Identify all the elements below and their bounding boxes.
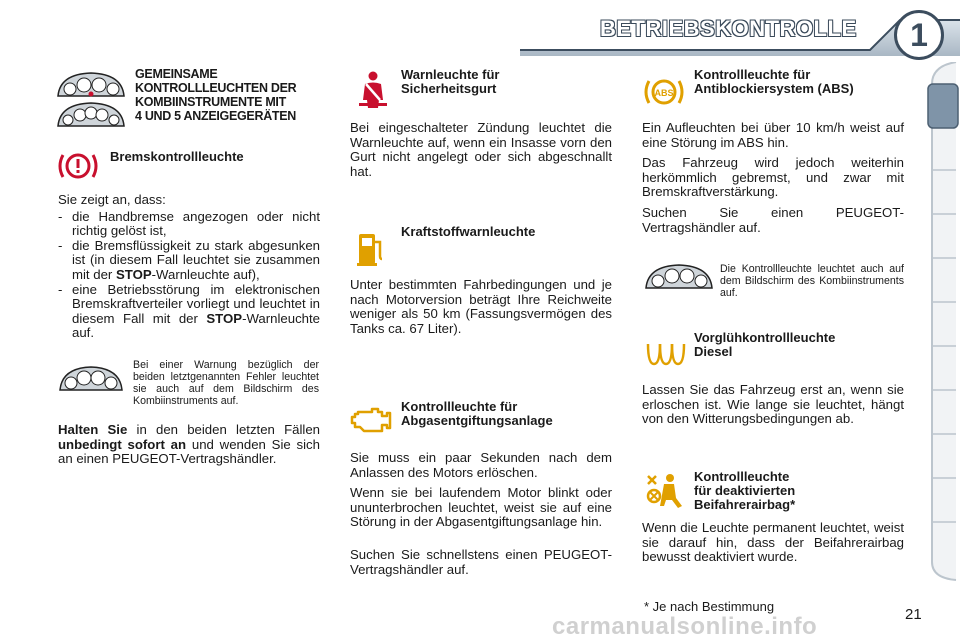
instrument-cluster-5-icon: [56, 100, 126, 130]
brake-heading: Bremskontrollleuchte: [110, 149, 244, 164]
cluster-heading: [135, 67, 325, 123]
emission-text-3: Suchen Sie schnellstens einen PEUGEOT-Vertragshändler auf.: [350, 546, 612, 577]
brake-item-1: die Handbremse angezogen oder nicht richtig gelöst ist,: [72, 208, 320, 239]
brake-item-2-text: die Bremsflüssigkeit zu stark abgesunken ist (in diesem Fall leuchtet sie zusammen mit der: [72, 237, 320, 282]
list-dash: -: [58, 208, 63, 224]
watermark: carmanualsonline.info: [552, 613, 818, 640]
action-bold: unbedingt sofort an: [58, 436, 187, 452]
emission-text-2: Wenn sie bei laufendem Motor blinkt oder ununterbrochen leuchtet, weist sie auf eine Störung in der Abgasentgiftungsanlage hin.: [350, 485, 612, 530]
airbag-text: Wenn die Leuchte permanent leuchtet, weist sie darauf hin, dass der Beifahrerairbag bewusst deaktiviert wurde.: [642, 520, 904, 565]
brake-note: Bei einer Warnung bezüglich der beiden letztgenannten Fehler leuchtet sie auch auf dem Bildschirm des Kombiinstruments auf.: [133, 359, 319, 407]
abs-note: Die Kontrollleuchte leuchtet auch auf dem Bildschirm des Kombiinstruments auf.: [720, 263, 904, 299]
chapter-badge: [894, 10, 944, 60]
emission-section: [350, 451, 612, 577]
airbag-heading-line: Kontrollleuchte: [694, 469, 790, 484]
footnote: * Je nach Bestimmung: [644, 599, 775, 614]
list-item: [58, 210, 320, 239]
cluster-heading-line: 4 UND 5 ANZEIGEGERÄTEN: [135, 109, 297, 123]
emission-heading: [401, 400, 601, 428]
chapter-number: 1: [910, 17, 928, 53]
instrument-cluster-icon: [644, 262, 714, 292]
brake-item-2-end: -Warnleuchte auf),: [151, 266, 260, 282]
instrument-cluster-4-icon: [56, 70, 126, 100]
action-text: und wenden Sie sich an einen PEUGEOT-Vertragshändler.: [58, 436, 320, 467]
airbag-off-icon: [644, 472, 688, 512]
fuel-heading: Kraftstoffwarnleuchte: [401, 224, 536, 239]
glow-heading-line: Diesel: [694, 344, 733, 359]
instrument-cluster-icon: [58, 364, 124, 394]
preheating-coil-icon: [644, 340, 688, 370]
list-dash: -: [58, 237, 63, 253]
brake-item-3-text: eine Betriebsstörung im elektronischen Bremskraftverteiler vorliegt und leuchtet in diesem Fall mit der: [72, 281, 320, 326]
list-item: [58, 239, 320, 283]
abs-text-1: Ein Aufleuchten bei über 10 km/h weist auf eine Störung im ABS hin.: [642, 120, 904, 150]
abs-heading-line: Kontrollleuchte für: [694, 67, 811, 82]
abs-text-2: Das Fahrzeug wird jedoch weiterhin herkömmlich gebremst, und zwar mit Bremskraftverstärkung.: [642, 155, 904, 200]
fuel-pump-icon: [356, 228, 386, 268]
brake-action: [58, 423, 320, 467]
cluster-heading-line: KOMBIINSTRUMENTE MIT: [135, 95, 286, 109]
action-bold: Halten Sie: [58, 422, 128, 437]
brake-warning-icon: [56, 148, 100, 184]
brake-intro: Sie zeigt an, dass:: [58, 192, 166, 207]
abs-text-3: Suchen Sie einen PEUGEOT-Vertragshändler auf.: [642, 204, 904, 235]
svg-text:ABS: ABS: [654, 88, 674, 98]
brake-item-3-end: -Warnleuchte auf.: [72, 310, 320, 341]
stop-label: STOP: [115, 266, 152, 282]
seatbelt-warning-icon: [356, 70, 390, 110]
list-item: [58, 283, 320, 341]
airbag-heading-line: für deaktivierten: [694, 483, 796, 498]
action-text: in den beiden letzten Fällen: [127, 422, 320, 437]
glow-text: Lassen Sie das Fahrzeug erst an, wenn sie erloschen ist. Wie lange sie leuchtet, hängt von den Witterungsbedingungen ab.: [642, 382, 904, 427]
glow-heading-line: Vorglühkontrollleuchte: [694, 330, 836, 345]
emission-heading-line: Kontrollleuchte für: [401, 399, 518, 414]
abs-section: [642, 121, 904, 235]
list-dash: -: [58, 281, 63, 297]
emission-text-1: Sie muss ein paar Sekunden nach dem Anlassen des Motors erlöschen.: [350, 450, 612, 480]
cluster-heading-line: KONTROLLLEUCHTEN DER: [135, 81, 297, 95]
abs-heading: [694, 68, 914, 96]
abs-heading-line: Antiblockiersystem (ABS): [694, 81, 854, 96]
seatbelt-heading: [401, 68, 601, 96]
seatbelt-heading-line: Warnleuchte für: [401, 67, 500, 82]
fuel-text: Unter bestimmten Fahrbedingungen und je nach Motorversion beträgt Ihre Reichweite weniger als 50 km (Fassungsvermögen des Tanks ca. 67 Liter).: [350, 277, 612, 336]
airbag-heading: [694, 470, 914, 512]
glow-heading: [694, 331, 914, 359]
engine-emission-icon: [350, 404, 392, 438]
emission-heading-line: Abgasentgiftungsanlage: [401, 413, 553, 428]
page-number: 21: [905, 606, 922, 623]
page-title: BETRIEBSKONTROLLE: [600, 16, 857, 41]
stop-label: STOP: [206, 310, 243, 326]
chapter-tabs: [926, 62, 960, 582]
brake-section: [58, 193, 320, 341]
seatbelt-heading-line: Sicherheitsgurt: [401, 81, 497, 96]
cluster-heading-line: GEMEINSAME: [135, 67, 218, 81]
seatbelt-text: Bei eingeschalteter Zündung leuchtet die Warnleuchte auf, wenn ein Insasse vorn den Gurt nicht angelegt oder sich abgeschnallt hat.: [350, 120, 612, 179]
airbag-heading-line: Beifahrerairbag*: [694, 497, 796, 512]
abs-warning-icon: [642, 74, 686, 110]
